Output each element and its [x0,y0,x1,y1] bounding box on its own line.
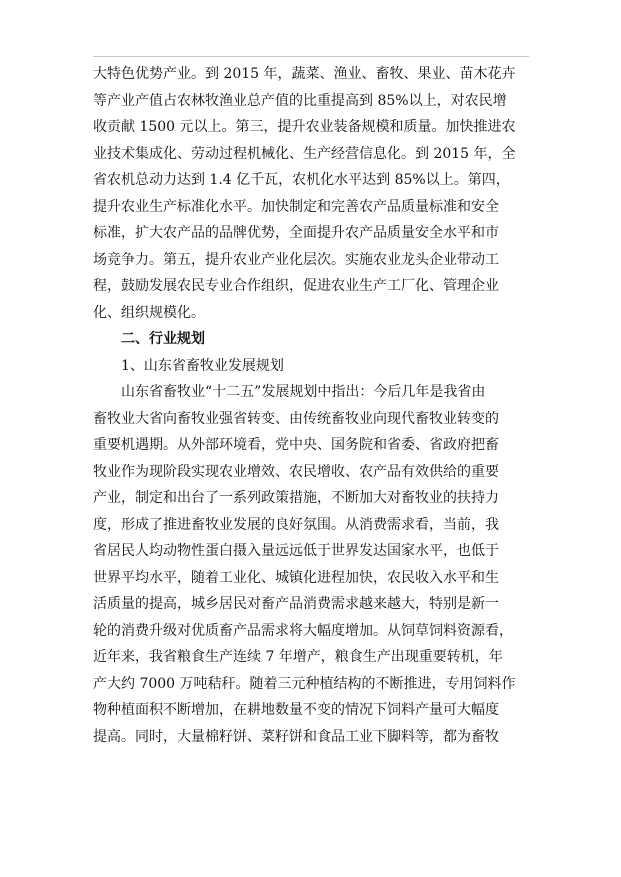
text-line: 等产业产值占农林牧渔业总产值的比重提高到 85%以上，对农民增 [93,92,507,109]
text-line: 产业，制定和出台了一系列政策措施，不断加大对畜牧业的扶持力 [93,490,499,506]
document-body [93,61,533,750]
text-line: 近年来，我省粮食生产连续 7 年增产，粮食生产出现重要转机，年 [93,649,503,665]
section-heading: 二、行业规划 [121,331,205,347]
text-line: 畜牧业大省向畜牧业强省转变、由传统畜牧业向现代畜牧业转变的 [93,410,499,427]
text-line: 活质量的提高，城乡居民对畜产品消费需求越来越大，特别是新一 [93,596,499,612]
text-line: 大特色优势产业。到 2015 年，蔬菜、渔业、畜牧、果业、苗木花卉 [93,66,516,82]
text-line: 场竞争力。第五，提升农业产业化层次。实施农业龙头企业带动工 [93,251,499,268]
text-line: 重要机遇期。从外部环境看，党中央、国务院和省委、省政府把畜 [93,437,499,453]
text-line: 度，形成了推进畜牧业发展的良好氛围。从消费需求看，当前，我 [93,516,499,533]
text-line: 世界平均水平，随着工业化、城镇化进程加快，农民收入水平和生 [93,569,499,586]
page-header-rule [93,56,529,57]
text-line: 标准，扩大农产品的品牌优势，全面提升农产品质量安全水平和市 [93,225,499,241]
text-line: 收贡献 1500 元以上。第三，提升农业装备规模和质量。加快推进农 [93,119,516,135]
text-line: 提高。同时，大量棉籽饼、菜籽饼和食品工业下脚料等，都为畜牧 [93,728,499,745]
text-line: 业技术集成化、劳动过程机械化、生产经营信息化。到 2015 年，全 [93,145,516,162]
text-line: 轮的消费升级对优质畜产品需求将大幅度增加。从饲草饲料资源看， [93,622,513,639]
text-line: 山东省畜牧业“十二五”发展规划中指出：今后几年是我省由 [121,384,486,400]
text-line: 省居民人均动物性蛋白摄入量远远低于世界发达国家水平，也低于 [93,543,499,559]
text-line: 省农机总动力达到 1.4 亿千瓦，农机化水平达到 85%以上。第四， [93,172,510,188]
text-line: 物种植面积不断增加，在耕地数量不变的情况下饲料产量可大幅度 [93,702,499,718]
text-line: 化、组织规模化。 [93,304,205,321]
text-line: 程，鼓励发展农民专业合作组织，促进农业生产工厂化、管理企业 [93,278,499,294]
text-line: 产大约 7000 万吨秸秆。随着三元种植结构的不断推进，专用饲料作 [93,675,516,692]
text-line: 1、山东省畜牧业发展规划 [121,357,284,374]
text-line: 提升农业生产标准化水平。加快制定和完善农产品质量标准和安全 [93,198,499,215]
text-line: 牧业作为现阶段实现农业增效、农民增收、农产品有效供给的重要 [93,463,499,480]
